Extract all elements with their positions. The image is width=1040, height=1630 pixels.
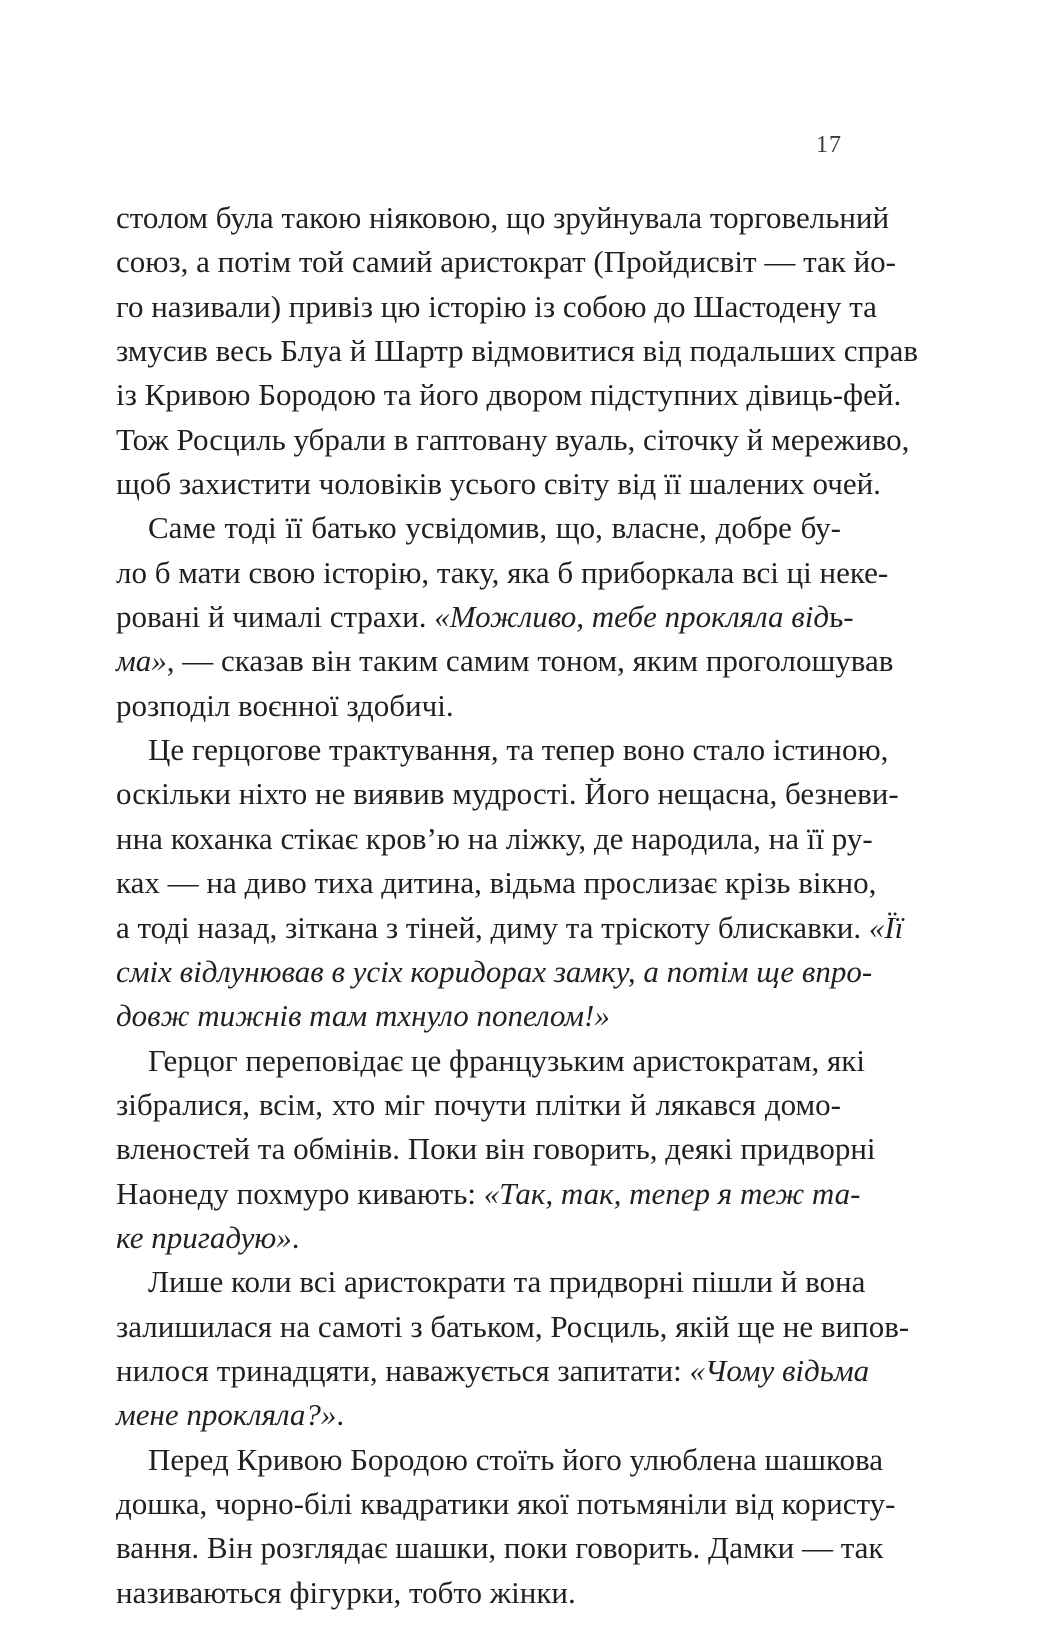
text-line [116, 1260, 866, 1304]
italic-text: ке пригадую» [116, 1219, 292, 1255]
text-line [116, 285, 877, 329]
text-line [116, 1349, 870, 1393]
text-line [116, 1482, 896, 1526]
text-line [116, 551, 889, 595]
text-segment: а тоді назад, зіткана з тіней, диму та тріскоту блискавки. [116, 909, 869, 945]
paragraph [116, 1260, 910, 1437]
text-line [116, 373, 902, 417]
text-segment: залишилася на самоті з батьком, Росциль, якій ще не випов- [116, 1308, 910, 1344]
italic-text: довж тижнів там тхнуло попелом!» [116, 998, 610, 1034]
italic-text: ма» [116, 643, 167, 679]
text-line [116, 1039, 865, 1083]
text-segment: , — сказав він таким самим тоном, яким проголошував [166, 643, 894, 679]
text-line [116, 994, 841, 1038]
text-segment: Перед Кривою Бородою стоїть його улюблена шашкова [148, 1441, 884, 1477]
text-line [116, 1305, 910, 1349]
page-number: 17 [816, 132, 842, 158]
text-line [116, 906, 904, 950]
text-segment: Саме тоді її батько усвідомив, що, власне, добре бу- [148, 510, 841, 546]
italic-text: «Чому відьма [689, 1352, 870, 1388]
text-segment: ках — на диво тиха дитина, відьма прослизає крізь вікно, [116, 865, 877, 901]
text-line [116, 595, 854, 639]
italic-text: сміх відлунював в усіх коридорах замку, а потім ще впро- [116, 953, 873, 989]
text-segment: змусив весь Блуа й Шартр відмовитися від подальших справ [116, 333, 919, 369]
text-line [116, 1172, 861, 1216]
text-line [116, 196, 890, 240]
paragraph [116, 196, 919, 506]
text-line [116, 1083, 841, 1127]
text-line [116, 329, 919, 373]
paragraph [116, 506, 894, 728]
italic-text: мене прокляла?» [116, 1397, 337, 1433]
italic-text: «Так, так, тепер я теж та- [483, 1175, 861, 1211]
text-segment: го називали) привіз цю історію із собою до Шастодену та [116, 288, 877, 324]
text-line [116, 1526, 884, 1570]
text-line [116, 772, 899, 816]
text-segment: ло б мати свою історію, таку, яка б приборкала всі ці неке- [116, 554, 889, 590]
text-line [116, 1127, 876, 1171]
paragraph [116, 1438, 896, 1615]
text-line [116, 684, 841, 728]
paragraph [116, 1039, 876, 1261]
text-segment: Лише коли всі аристократи та придворні пішли й вона [148, 1264, 866, 1300]
text-segment: ь- [829, 599, 854, 635]
text-line [116, 240, 896, 284]
text-segment: нилося тринадцяти, наважується запитати: [116, 1352, 690, 1388]
body-text [116, 196, 919, 1615]
text-segment: зібралися, всім, хто міг почути плітки й лякався домо- [116, 1086, 841, 1122]
text-segment: вленостей та обмінів. Поки він говорить, деякі придворні [116, 1131, 876, 1167]
text-line [116, 462, 881, 506]
text-segment: . [291, 1219, 300, 1255]
text-segment: столом була такою ніяковою, що зруйнувала торговельний [116, 200, 890, 235]
paragraph [116, 728, 904, 1038]
text-line [116, 1216, 841, 1260]
text-segment: Тож Росциль убрали в гаптовану вуаль, сіточку й мереживо, [116, 421, 910, 457]
italic-text: «Її [868, 909, 904, 945]
text-line [116, 728, 889, 772]
text-line [116, 418, 910, 462]
text-segment: розподіл воєнної здобичі. [116, 687, 454, 723]
italic-text: «Можливо, тебе прокляла від [434, 599, 830, 635]
text-segment: оскільки ніхто не виявив мудрості. Його нещасна, безневи- [116, 776, 899, 812]
text-segment: називаються фігурки, тобто жінки. [116, 1574, 576, 1610]
text-segment: Герцог переповідає це французьким аристократам, які [148, 1042, 865, 1078]
text-segment: нна коханка стікає кров’ю на ліжку, де народила, на її ру- [116, 820, 873, 856]
text-line [116, 950, 873, 994]
text-segment: Це герцогове трактування, та тепер воно стало істиною, [148, 732, 889, 768]
text-line [116, 506, 841, 550]
text-segment: щоб захистити чоловіків усього світу від її шалених очей. [116, 466, 881, 502]
text-segment: дошка, чорно-білі квадратики якої потьмяніли від користу- [116, 1485, 896, 1521]
text-line [116, 817, 873, 861]
text-segment: ровані й чималі страхи. [116, 599, 435, 635]
text-line [116, 1571, 841, 1615]
text-segment: союз, а потім той самий аристократ (Пройдисвіт — так йо- [116, 244, 896, 280]
text-segment: . [336, 1397, 345, 1433]
text-segment: Наонеду похмуро кивають: [116, 1175, 484, 1211]
text-segment: вання. Він розглядає шашки, поки говорить. Дамки — так [116, 1530, 884, 1566]
text-line [116, 861, 877, 905]
text-segment: із Кривою Бородою та його двором підступних дівиць-фей. [116, 377, 902, 413]
text-line [116, 639, 894, 683]
text-line [116, 1438, 884, 1482]
text-line [116, 1393, 841, 1437]
